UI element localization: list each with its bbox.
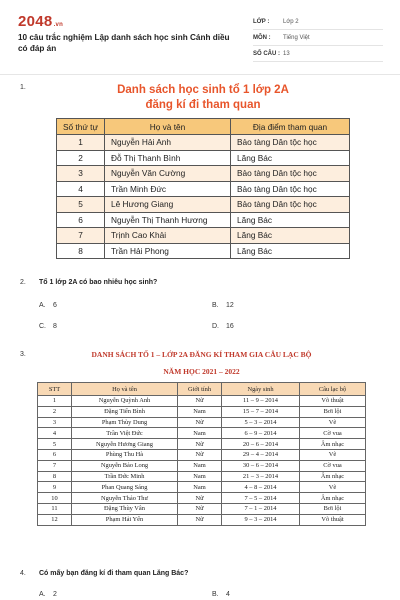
table-row: [38, 417, 366, 428]
table-cell: 6: [57, 212, 105, 228]
table-cell: Nữ: [178, 396, 222, 407]
column-header: Câu lạc bộ: [300, 383, 366, 396]
meta-label: LỚP :: [253, 18, 270, 25]
table-row: [38, 471, 366, 482]
table-cell: Lê Hương Giang: [105, 197, 231, 213]
column-header: Địa điểm tham quan: [231, 119, 350, 135]
table-cell: Bơi lội: [300, 503, 366, 514]
table-cell: 1: [57, 135, 105, 151]
meta-label: MÔN :: [253, 34, 271, 41]
table-cell: Lăng Bác: [231, 212, 350, 228]
table-cell: 12: [38, 514, 72, 525]
table-row: [38, 428, 366, 439]
table-cell: Nam: [178, 428, 222, 439]
meta-label: SỐ CÂU :: [253, 50, 280, 57]
table-cell: Võ thuật: [300, 396, 366, 407]
table-cell: 8: [38, 471, 72, 482]
table-row: [38, 482, 366, 493]
table-cell: Âm nhạc: [300, 471, 366, 482]
table-cell: 8: [57, 243, 105, 259]
table-cell: Đặng Tiến Bình: [72, 406, 178, 417]
table-cell: 5: [57, 197, 105, 213]
table-cell: Bảo tàng Dân tộc học: [231, 181, 350, 197]
column-header: Giới tính: [178, 383, 222, 396]
table-cell: Nam: [178, 460, 222, 471]
q3-image: [37, 347, 366, 547]
table-cell: 7: [38, 460, 72, 471]
table-cell: Nữ: [178, 449, 222, 460]
table-cell: 3: [57, 166, 105, 182]
header-divider: [0, 74, 400, 75]
table-cell: Nguyễn Văn Cường: [105, 166, 231, 182]
table-cell: Nguyễn Thị Thanh Hương: [105, 212, 231, 228]
column-header: Ngày sinh: [222, 383, 300, 396]
table-row: [38, 503, 366, 514]
table-row: [38, 449, 366, 460]
table-cell: Trần Đức Minh: [72, 471, 178, 482]
table-cell: Nguyễn Hải Anh: [105, 135, 231, 151]
table-row: [38, 439, 366, 450]
table-row: [57, 212, 350, 228]
q1-image: [48, 80, 358, 258]
table-cell: 4 – 8 – 2014: [222, 482, 300, 493]
table-cell: 5: [38, 439, 72, 450]
table-cell: Phan Quang Sáng: [72, 482, 178, 493]
question-number: 3.: [20, 351, 26, 358]
image-subtitle: NĂM HỌC 2021 – 2022: [163, 367, 240, 376]
table-cell: Trần Minh Đức: [105, 181, 231, 197]
table-cell: Nữ: [178, 493, 222, 504]
table-cell: 5 – 3 – 2014: [222, 417, 300, 428]
table-cell: Trần Việt Đức: [72, 428, 178, 439]
table-cell: Nữ: [178, 503, 222, 514]
table-header-row: [57, 119, 350, 135]
meta-row-subject: [253, 30, 383, 46]
image-title: Danh sách học sinh tổ 1 lớp 2A: [117, 84, 289, 96]
column-header: Họ và tên: [105, 119, 231, 135]
table-row: [38, 406, 366, 417]
table-cell: 4: [57, 181, 105, 197]
table-cell: Bảo tàng Dân tộc học: [231, 166, 350, 182]
table-header-row: [38, 383, 366, 396]
table-cell: 4: [38, 428, 72, 439]
table-cell: Phạm Thùy Dung: [72, 417, 178, 428]
table-cell: Trần Hải Phong: [105, 243, 231, 259]
table-cell: Bơi lội: [300, 406, 366, 417]
table-cell: Nguyễn Quỳnh Anh: [72, 396, 178, 407]
table-cell: Nguyễn Bảo Long: [72, 460, 178, 471]
table-cell: 9 – 3 – 2014: [222, 514, 300, 525]
table-row: [57, 150, 350, 166]
table-cell: Nam: [178, 482, 222, 493]
table-cell: 11 – 9 – 2014: [222, 396, 300, 407]
meta-row-class: [253, 14, 383, 30]
table-row: [57, 243, 350, 259]
table-cell: Âm nhạc: [300, 493, 366, 504]
table-cell: 6: [38, 449, 72, 460]
club-registration-table: [37, 382, 366, 526]
option-b[interactable]: B. 4: [212, 591, 230, 598]
table-cell: 2: [57, 150, 105, 166]
table-row: [57, 197, 350, 213]
table-cell: 15 – 7 – 2014: [222, 406, 300, 417]
table-row: [57, 135, 350, 151]
table-cell: Vẽ: [300, 482, 366, 493]
table-cell: Lăng Bác: [231, 228, 350, 244]
column-header: STT: [38, 383, 72, 396]
table-cell: 6 – 9 – 2014: [222, 428, 300, 439]
table-cell: Lăng Bác: [231, 243, 350, 259]
site-logo[interactable]: 2048.vn: [18, 13, 64, 30]
table-cell: 10: [38, 493, 72, 504]
table-cell: 7 – 5 – 2014: [222, 493, 300, 504]
table-cell: 9: [38, 482, 72, 493]
table-cell: 30 – 6 – 2014: [222, 460, 300, 471]
table-cell: Vẽ: [300, 449, 366, 460]
question-number: 1.: [20, 84, 26, 91]
table-cell: Bảo tàng Dân tộc học: [231, 135, 350, 151]
image-subtitle: đăng kí đi tham quan: [145, 99, 261, 111]
meta-info: [253, 14, 383, 62]
column-header: Số thứ tự: [57, 119, 105, 135]
question-number: 4.: [20, 570, 26, 577]
table-cell: Lăng Bác: [231, 150, 350, 166]
table-row: [38, 514, 366, 525]
table-cell: Trịnh Cao Khải: [105, 228, 231, 244]
table-row: [38, 493, 366, 504]
question-text: Tổ 1 lớp 2A có bao nhiêu học sinh?: [39, 279, 158, 286]
page-header: [0, 0, 400, 72]
table-cell: 21 – 3 – 2014: [222, 471, 300, 482]
table-cell: Âm nhạc: [300, 439, 366, 450]
table-cell: 29 – 4 – 2014: [222, 449, 300, 460]
page-title: 10 câu trắc nghiệm Lập danh sách học sinh Cánh diều có đáp án: [18, 33, 230, 53]
table-cell: Nữ: [178, 514, 222, 525]
student-trip-table: [56, 118, 350, 259]
meta-value: 13: [283, 50, 290, 57]
question-number: 2.: [20, 279, 26, 286]
meta-value: Tiếng Việt: [283, 34, 310, 41]
meta-row-count: [253, 46, 383, 62]
table-cell: Cờ vua: [300, 428, 366, 439]
table-cell: Võ thuật: [300, 514, 366, 525]
table-row: [57, 181, 350, 197]
option-c[interactable]: C. 8: [39, 323, 57, 330]
option-a[interactable]: A. 6: [39, 302, 57, 309]
table-cell: Nữ: [178, 439, 222, 450]
image-title: DANH SÁCH TỔ 1 – LỚP 2A ĐĂNG KÍ THAM GIA CÂU LẠC BỘ: [91, 350, 312, 359]
table-row: [57, 228, 350, 244]
option-d[interactable]: D. 16: [212, 323, 234, 330]
table-row: [38, 460, 366, 471]
table-cell: 2: [38, 406, 72, 417]
table-cell: 7 – 1 – 2014: [222, 503, 300, 514]
table-cell: Bảo tàng Dân tộc học: [231, 197, 350, 213]
table-cell: Đặng Thùy Vân: [72, 503, 178, 514]
table-cell: Nữ: [178, 417, 222, 428]
table-cell: Nam: [178, 471, 222, 482]
table-cell: 20 – 6 – 2014: [222, 439, 300, 450]
table-cell: Nguyễn Hương Giang: [72, 439, 178, 450]
table-row: [57, 166, 350, 182]
table-cell: 1: [38, 396, 72, 407]
meta-value: Lớp 2: [283, 18, 299, 25]
table-cell: Nguyễn Thảo Thư: [72, 493, 178, 504]
question-text: Có mấy bạn đăng kí đi tham quan Lăng Bác?: [39, 570, 189, 577]
table-cell: 11: [38, 503, 72, 514]
table-cell: Cờ vua: [300, 460, 366, 471]
table-cell: Đỗ Thị Thanh Bình: [105, 150, 231, 166]
table-cell: 3: [38, 417, 72, 428]
table-cell: Phạm Hải Yến: [72, 514, 178, 525]
column-header: Họ và tên: [72, 383, 178, 396]
table-cell: Vẽ: [300, 417, 366, 428]
table-row: [38, 396, 366, 407]
option-b[interactable]: B. 12: [212, 302, 234, 309]
table-cell: Nam: [178, 406, 222, 417]
option-a[interactable]: A. 2: [39, 591, 57, 598]
table-cell: Phùng Thu Hà: [72, 449, 178, 460]
table-cell: 7: [57, 228, 105, 244]
